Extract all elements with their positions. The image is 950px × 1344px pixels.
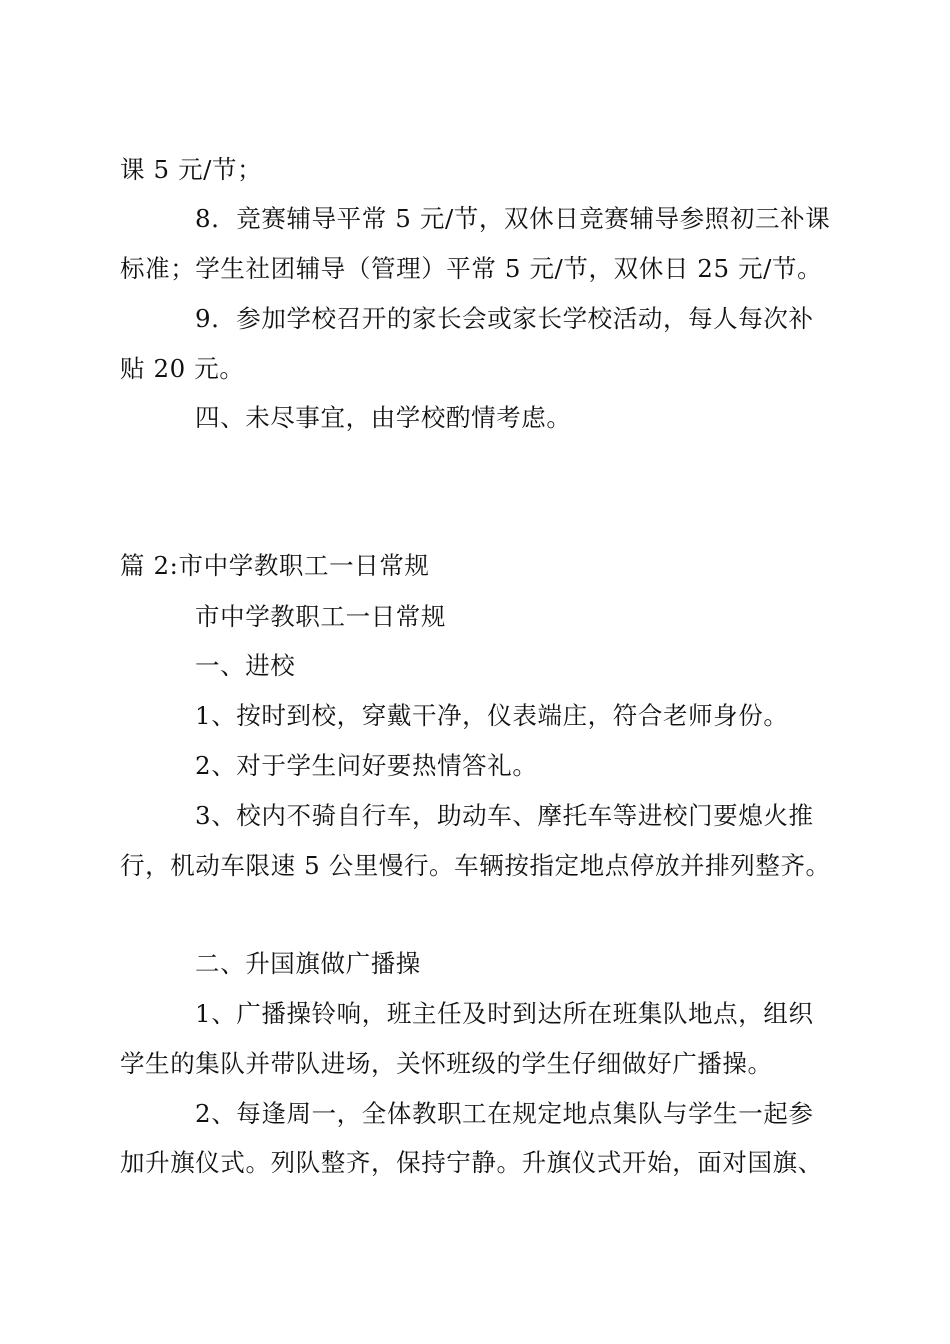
section-heading: 二、升国旗做广播操 — [195, 949, 421, 978]
document-title: 市中学教职工一日常规 — [195, 602, 446, 631]
text-line: 2、每逢周一，全体教职工在规定地点集队与学生一起参 — [195, 1099, 814, 1128]
text-line: 加升旗仪式。列队整齐，保持宁静。升旗仪式开始，面对国旗、 — [120, 1148, 823, 1177]
text-line: 学生的集队并带队进场，关怀班级的学生仔细做好广播操。 — [120, 1049, 773, 1078]
section-heading: 一、进校 — [195, 651, 296, 680]
text-line: 3、校内不骑自行车，助动车、摩托车等进校门要熄火推 — [195, 801, 814, 830]
text-line: 行，机动车限速 5 公里慢行。车辆按指定地点停放并排列整齐。 — [120, 851, 831, 880]
text-line: 四、未尽事宜，由学校酌情考虑。 — [195, 403, 572, 432]
text-line: 课 5 元/节； — [120, 155, 263, 184]
section-heading: 篇 2:市中学教职工一日常规 — [120, 551, 430, 580]
text-line: 1、广播操铃响，班主任及时到达所在班集队地点，组织 — [195, 999, 814, 1028]
text-line: 贴 20 元。 — [120, 354, 245, 383]
text-line: 9．参加学校召开的家长会或家长学校活动，每人每次补 — [195, 304, 814, 333]
text-line: 1、按时到校，穿戴干净，仪表端庄，符合老师身份。 — [195, 701, 789, 730]
text-line: 标准；学生社团辅导（管理）平常 5 元/节，双休日 25 元/节。 — [120, 254, 823, 283]
text-line: 8．竞赛辅导平常 5 元/节，双休日竞赛辅导参照初三补课 — [195, 204, 831, 233]
text-line: 2、对于学生问好要热情答礼。 — [195, 751, 538, 780]
